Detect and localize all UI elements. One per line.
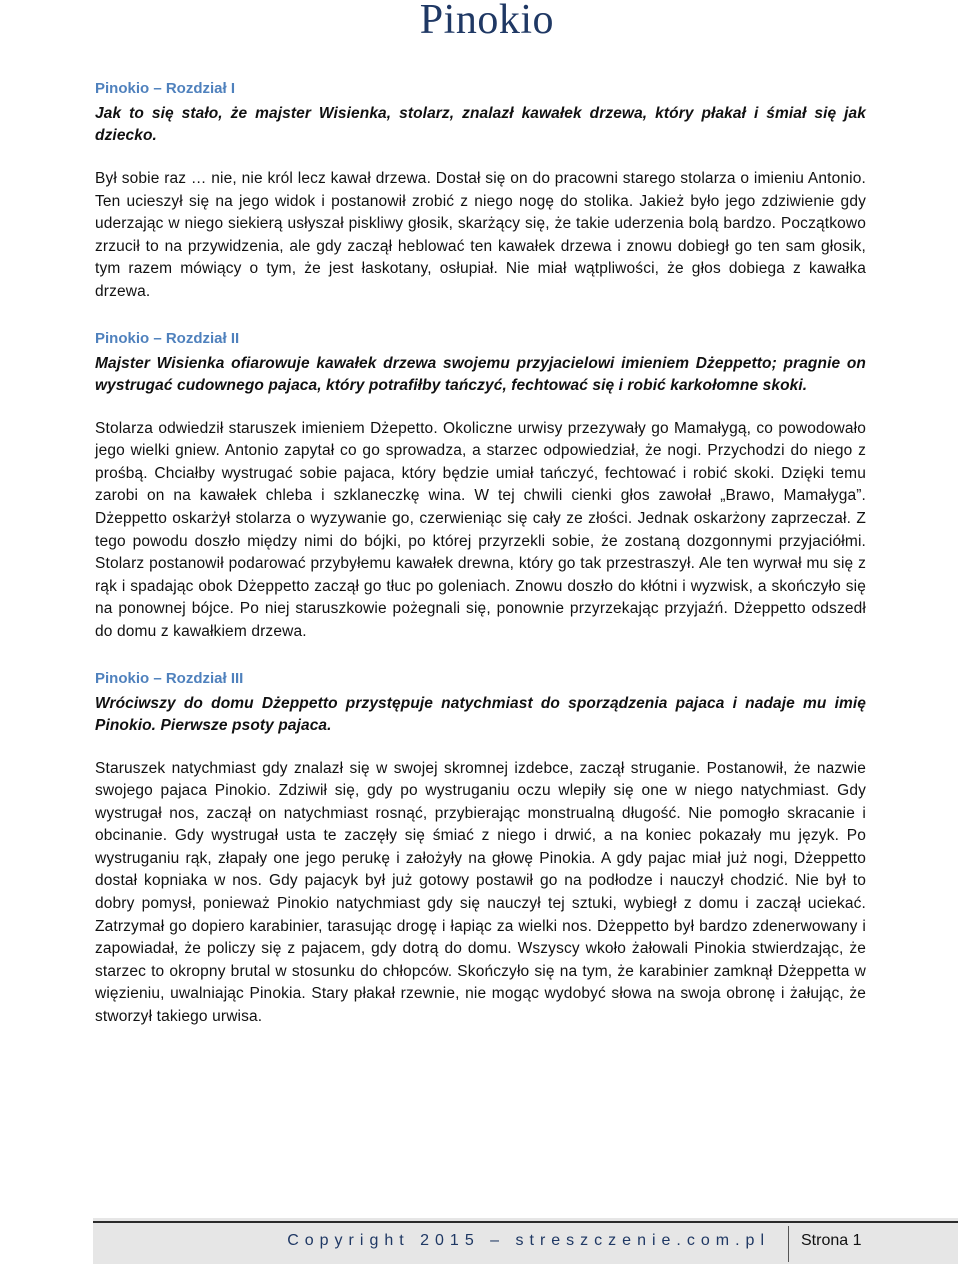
chapter-heading: Pinokio – Rozdział II [95, 329, 240, 347]
footer-rule [93, 1221, 958, 1223]
chapter-body: Był sobie raz … nie, nie król lecz kawał drzewa. Dostał się on do pracowni starego stolarza o imieniu Antonio. Ten ucieszył się na jego widok i postanowił zrobić z niego nogę do stolika. Jakież było jego zdziwienie gdy uderzając w niego siekierą usłyszał piskliwy głosik, skarżący się, że takie uderzenia bolą bardzo. Początkowo zrzucił to na przywidzenia, ale gdy zaczął heblować ten kawałek drzewa i znowu dobiegł go ten sam głosik, tym razem mówiący o tym, że jest łaskotany, osłupiał. Nie miał wątpliwości, że głos dobiega z kawałka drzewa. [95, 170, 866, 300]
chapter-body: Stolarza odwiedził staruszek imieniem Dżepetto. Okoliczne urwisy przezywały go Mamałygą, co powodowało jego wielki gniew. Antonio zapytał co go sprowadza, a starzec odpowiedział, że nogi. Przychodzi do niego z prośbą. Chciałby wystrugać sobie pajaca, który będzie umiał tańczyć, fechtować i robić skoki. Dzięki temu zarobi on na kawałek chleba i szklaneczkę wina. W tej chwili cienki głos zawołał „Brawo, Mamałyga”. Dżeppetto oskarżył stolarza o wyzywanie go, czerwieniąc się cały ze złości. Jednak oskarżony zaprzeczał. Z tego powodu doszło między nimi do bójki, po której przyrzekli sobie, że zostaną dozgonnymi przyjaciółmi. Stolarz postanowił podarować przybyłemu kawałek drewna, który go tak przestraszył. Ale ten wyrwał mu się z rąk i spadając obok Dżeppetto zaczął go tłuc po goleniach. Znowu doszło do kłótni i wyzwisk, a skończyło się na ponownej bójce. Po niej staruszkowie pożegnali się, ponownie przyrzekając przyjaźń. Dżeppetto odszedł do domu z kawałkiem drzewa. [95, 419, 866, 640]
chapter-heading: Pinokio – Rozdział I [95, 80, 236, 97]
chapter-subtitle: Wróciwszy do domu Dżeppetto przystępuje natychmiast do sporządzenia pajaca i nadaje mu imię Pinokio. Pierwsze psoty pajaca. [95, 694, 866, 734]
chapter-3 [95, 668, 866, 1029]
chapter-2 [95, 328, 866, 644]
chapter-heading: Pinokio – Rozdział III [95, 669, 244, 687]
footer-separator [788, 1226, 789, 1262]
page-number: Strona 1 [801, 1232, 862, 1249]
page-footer [93, 1218, 958, 1264]
footer-copyright: Copyright 2015 – streszczenie.com.pl [287, 1232, 770, 1249]
chapter-1 [95, 78, 866, 304]
document-content [95, 78, 866, 1053]
page-title: Pinokio [419, 0, 554, 43]
chapter-body: Staruszek natychmiast gdy znalazł się w swojej skromnej izdebce, zaczął struganie. Postanowił, że nazwie swojego pajaca Pinokio. Zdziwił się, gdy po wystruganiu oczu wlepiły się one w niego natychmiast. Gdy wystrugał nos, zaczął on natychmiast rosnąć, przybierając monstrualną długość. Nie pomogło skracanie i obcinanie. Gdy wystrugał usta te zaczęły się śmiać z niego i drwić, a na koniec pokazały mu język. Po wystruganiu rąk, złapały one jego perukę i założyły na głowę Pinokia. A gdy pajac miał już nogi, Dżeppetto dostał kopniaka w nos. Gdy pajacyk był już gotowy postawił go na podłodze i nauczył chodzić. Nie był to dobry pomysł, ponieważ Pinokio natychmiast gdy się nauczył tej sztuki, wybiegł z domu i zaczął uciekać. Zatrzymał go dopiero karabinier, tarasując drogę i łapiąc za wielki nos. Dżeppetto był bardzo zdenerwowany i zapowiadał, że policzy się z pajacem, gdy dotrą do domu. Wszyscy wkoło żałowali Pinokia stwierdzając, że starzec to okropny brutal w stosunku do chłopców. Skończyło się na tym, że karabinier zamknął Dżeppetta w więzieniu, uwalniając Pinokia. Stary płakał rzewnie, nie mogąc wydobyć słowa na swoja obronę i żałując, że stworzył takiego urwisa. [95, 759, 866, 1026]
chapter-subtitle: Jak to się stało, że majster Wisienka, stolarz, znalazł kawałek drzewa, który płakał i śmiał się jak dziecko. [95, 105, 866, 144]
chapter-subtitle: Majster Wisienka ofiarowuje kawałek drzewa swojemu przyjacielowi imieniem Dżeppetto; pragnie on wystrugać cudownego pajaca, który potrafiłby tańczyć, fechtować się i robić karkołomne skoki. [95, 354, 866, 394]
